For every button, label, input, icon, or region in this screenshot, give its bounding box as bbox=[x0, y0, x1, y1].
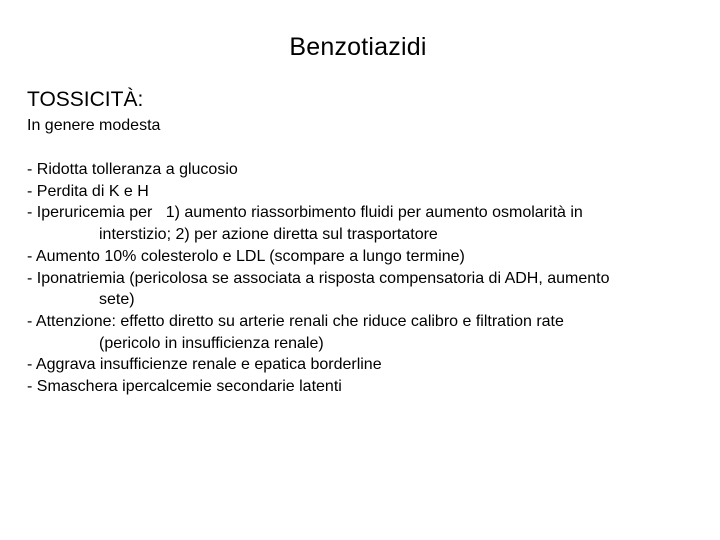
section-subheading: In genere modesta bbox=[27, 117, 161, 134]
list-item bbox=[27, 354, 697, 376]
list-item bbox=[27, 202, 697, 245]
list-item-text: - Attenzione: effetto diretto su arterie renali che riduce calibro e filtration rate bbox=[27, 312, 564, 330]
list-item-text: - Perdita di K e H bbox=[27, 182, 149, 200]
list-item bbox=[27, 246, 697, 268]
list-item bbox=[27, 376, 697, 398]
list-item-text: - Aggrava insufficienze renale e epatica borderline bbox=[27, 356, 382, 374]
toxicity-list bbox=[27, 159, 697, 398]
slide-title: Benzotiazidi bbox=[289, 33, 427, 61]
list-item bbox=[27, 311, 697, 354]
list-item-text: - Aumento 10% colesterolo e LDL (scompare a lungo termine) bbox=[27, 247, 465, 265]
list-item bbox=[27, 159, 697, 181]
section-heading: TOSSICITÀ: bbox=[27, 88, 144, 111]
list-item-continuation: sete) bbox=[99, 291, 135, 309]
list-item-text: - Ridotta tolleranza a glucosio bbox=[27, 161, 238, 178]
list-item bbox=[27, 268, 697, 311]
list-item-text: - Iponatriemia (pericolosa se associata a risposta compensatoria di ADH, aumento bbox=[27, 269, 610, 287]
list-item-text: - Iperuricemia per 1) aumento riassorbimento fluidi per aumento osmolarità in bbox=[27, 204, 583, 222]
list-item-text: - Smaschera ipercalcemie secondarie latenti bbox=[27, 378, 342, 396]
list-item-continuation: (pericolo in insufficienza renale) bbox=[99, 334, 324, 352]
list-item-continuation: interstizio; 2) per azione diretta sul trasportatore bbox=[99, 226, 438, 244]
list-item bbox=[27, 181, 697, 203]
